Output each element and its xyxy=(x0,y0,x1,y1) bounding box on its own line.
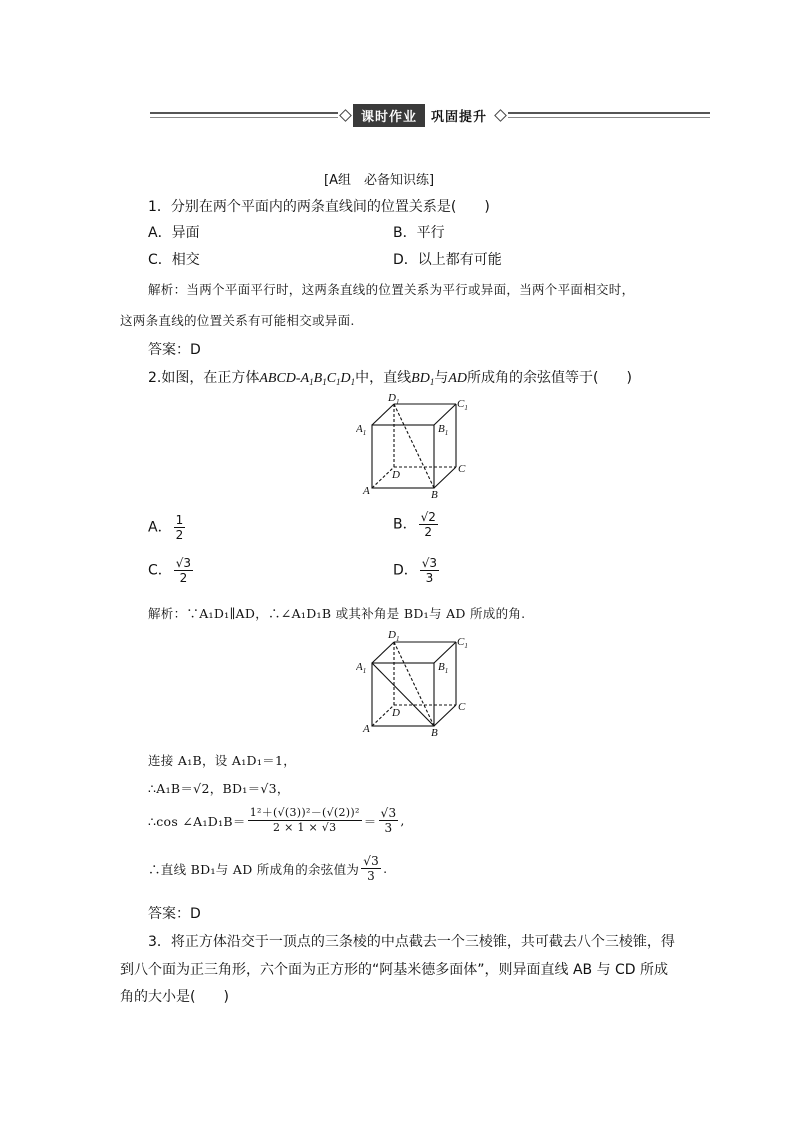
label-a1: $A_1$ xyxy=(356,661,367,675)
label-d: D xyxy=(392,469,400,481)
header-banner xyxy=(338,104,508,126)
label-b1: $B_1$ xyxy=(438,661,449,675)
group-title: [A组 必备知识练] xyxy=(324,173,435,188)
label-d1: $D_1$ xyxy=(388,392,400,406)
q2-stem-post1: 与 xyxy=(434,370,449,386)
label-d: D xyxy=(392,707,400,719)
label-a: A xyxy=(363,485,370,497)
cube-figure-1 xyxy=(356,392,476,502)
q2-answer: 答案：D xyxy=(148,906,201,922)
header-left-tag: 课时作业 xyxy=(353,104,425,127)
label-c1: $C_1$ xyxy=(457,398,468,412)
q2-stem-mid: 中，直线 xyxy=(355,370,412,386)
q2-option-a: A． $\frac{1}{2}$ xyxy=(148,513,184,542)
q2-line-bd1: $BD_1$ xyxy=(411,371,435,387)
q2-option-d: D． $\frac{√3}{3}$ xyxy=(393,556,438,585)
q2-stem xyxy=(148,367,632,387)
cube-figure-2 xyxy=(356,628,476,740)
header-rule-left-thin xyxy=(150,117,338,118)
q2-step3: ∴cos ∠A₁D₁B＝ $\frac{\text{1²＋(√(3))²－(√(2))²}}{2 \times 1 \times √3}$ ＝ $\frac{√3}{3}$ , xyxy=(148,806,405,835)
diamond-ornament-icon xyxy=(339,109,352,122)
label-b: B xyxy=(431,489,438,501)
q1-answer: 答案：D xyxy=(148,342,201,358)
q1-option-c: C．相交 xyxy=(148,252,200,268)
q3-line3: 角的大小是( ) xyxy=(120,989,229,1005)
q3-line2: 到八个面为正三角形，六个面为正方形的“阿基米德多面体”，则异面直线 AB 与 CD 所成 xyxy=(120,962,669,978)
header-rule-left-thick xyxy=(150,112,338,114)
header-rule-right-thick xyxy=(508,112,710,114)
q1-option-a: A．异面 xyxy=(148,225,200,241)
q2-stem-pre: 2.如图，在正方体 xyxy=(148,370,260,386)
header-rule-right-thin xyxy=(508,117,710,118)
q1-solution-line1: 解析：当两个平面平行时，这两条直线的位置关系为平行或异面，当两个平面相交时， xyxy=(148,282,635,297)
q1-option-b: B．平行 xyxy=(393,225,445,241)
q2-stem-post2: 所成角的余弦值等于( ) xyxy=(467,370,632,386)
q2-step2: ∴A₁B＝√2，BD₁＝√3， xyxy=(148,781,290,796)
q2-cube-name: ABCD-$A_1B_1C_1D_1$ xyxy=(259,371,356,387)
label-b1: $B_1$ xyxy=(438,423,449,437)
label-a: A xyxy=(363,723,370,735)
header-right-tag: 巩固提升 xyxy=(425,104,493,127)
label-c: C xyxy=(458,463,466,475)
q2-option-c: C． $\frac{√3}{2}$ xyxy=(148,556,192,585)
q1-option-d: D．以上都有可能 xyxy=(393,252,502,268)
q2-step4: ∴直线 BD₁与 AD 所成角的余弦值为 $\frac{√3}{3}$ . xyxy=(148,854,388,883)
label-b: B xyxy=(431,727,438,739)
q2-line-ad: AD xyxy=(448,371,467,386)
q2-step1: 连接 A₁B，设 A₁D₁＝1， xyxy=(148,753,296,768)
q3-line1: 3．将正方体沿交于一顶点的三条棱的中点截去一个三棱锥，共可截去八个三棱锥，得 xyxy=(148,934,675,950)
q1-stem: 1．分别在两个平面内的两条直线间的位置关系是( ) xyxy=(148,199,490,215)
q2-solution-intro: 解析：∵A₁D₁∥AD，∴∠A₁D₁B 或其补角是 BD₁与 AD 所成的角. xyxy=(148,606,526,621)
label-c1: $C_1$ xyxy=(457,636,468,650)
label-d1: $D_1$ xyxy=(388,629,400,643)
diamond-ornament-icon xyxy=(494,109,507,122)
label-a1: $A_1$ xyxy=(356,423,367,437)
q1-solution-line2: 这两条直线的位置关系有可能相交或异面. xyxy=(120,313,355,328)
label-c: C xyxy=(458,701,466,713)
q2-option-b: B． $\frac{√2}{2}$ xyxy=(393,510,436,539)
